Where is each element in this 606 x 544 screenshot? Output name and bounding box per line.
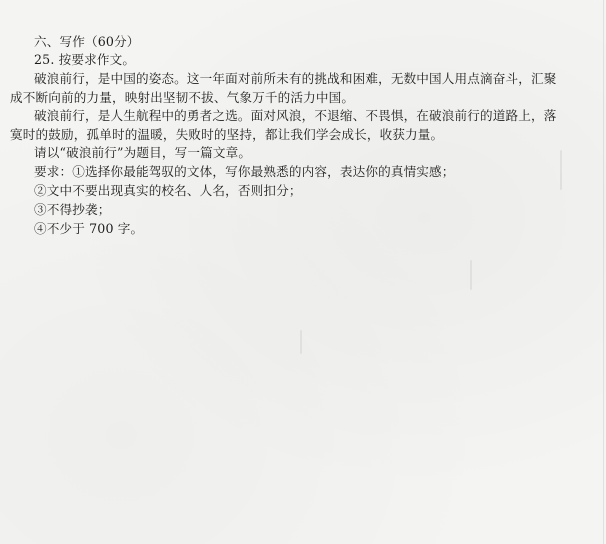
prompt-instruction: 请以“破浪前行”为题目，写一篇文章。: [34, 145, 252, 160]
requirement-1: 要求：①选择你最能驾驭的文体，写你最熟悉的内容，表达你的真情实感；: [34, 164, 455, 179]
paragraph-1-line-1: 破浪前行，是中国的姿态。这一年面对前所未有的挑战和困难，无数中国人用点滴奋斗，汇聚: [34, 71, 557, 86]
paragraph-2-line-1: 破浪前行，是人生航程中的勇者之选。面对风浪，不退缩、不畏惧，在破浪前行的道路上，落: [34, 108, 557, 123]
paragraph-1-line-2: 成不断向前的力量，映射出坚韧不拔、气象万千的活力中国。: [10, 90, 355, 105]
show-through-mark: [300, 330, 302, 354]
page-edge: [603, 0, 604, 544]
requirement-4: ④不少于 700 字。: [34, 221, 144, 236]
section-heading: 六、写作（60分）: [34, 34, 140, 49]
paragraph-2-line-2: 寞时的鼓励，孤单时的温暖，失败时的坚持，都让我们学会成长，收获力量。: [10, 127, 444, 142]
show-through-mark: [560, 150, 562, 190]
requirement-3: ③不得抄袭；: [34, 202, 111, 217]
show-through-mark: [470, 260, 472, 290]
requirement-2: ②文中不要出现真实的校名、人名，否则扣分；: [34, 183, 302, 198]
item-intro: 25. 按要求作文。: [34, 52, 136, 67]
